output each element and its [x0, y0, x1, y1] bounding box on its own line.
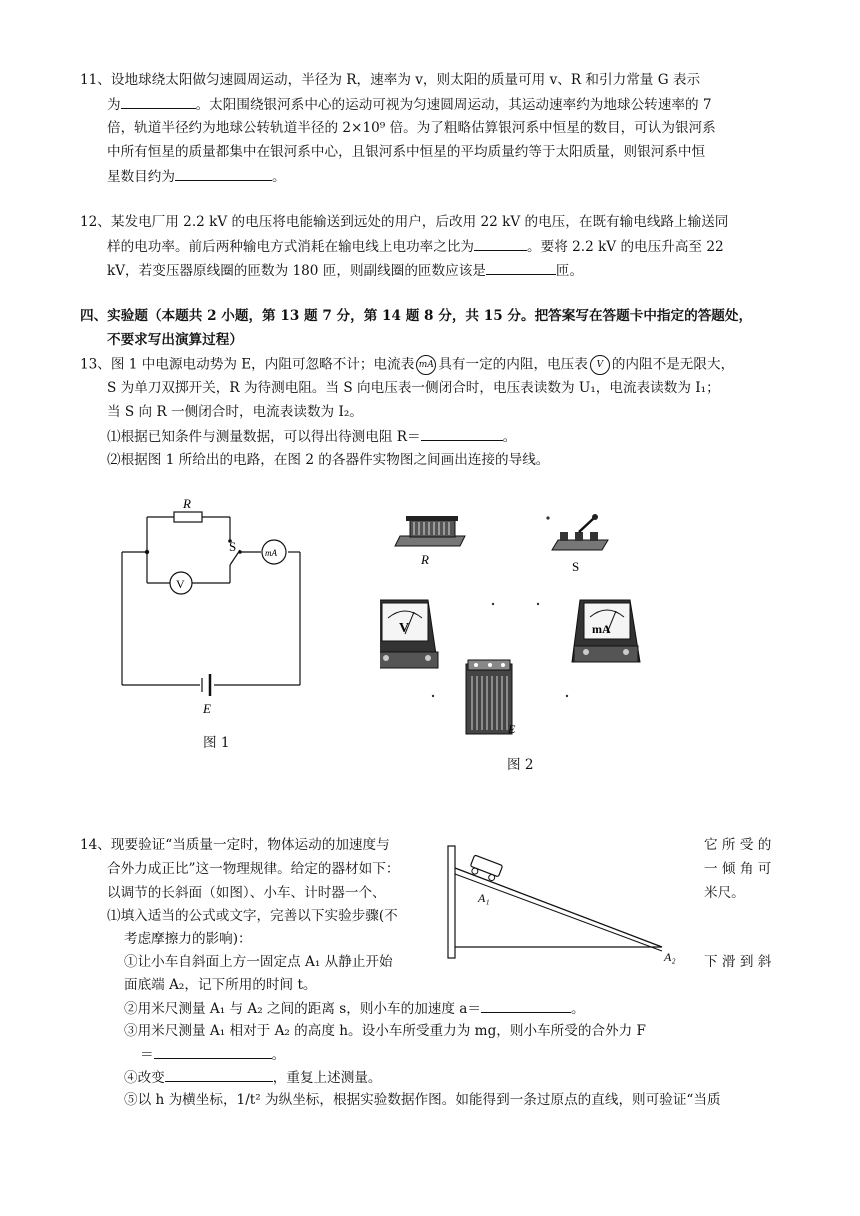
q14-line-8 [124, 999, 585, 1018]
incline-figure [440, 836, 700, 968]
q14-acceleration-blank[interactable] [481, 999, 571, 1013]
q14-line-7: 面底端 A₂，记下所用的时间 t。 [124, 977, 317, 993]
q12-line-3 [107, 261, 583, 280]
q11-line-4: 中所有恒星的质量都集中在银河系中心，且银河系中恒星的平均质量约等于太阳质量，则银河系中恒 [107, 144, 706, 160]
q14-line-9: ③用米尺测量 A₁ 相对于 A₂ 的高度 h。设小车所受重力为 mg，则小车所受的合外力 F [124, 1023, 646, 1039]
fig1-label-e: E [203, 701, 211, 716]
q11-line-2 [107, 95, 712, 114]
fig1-voltmeter-label: V [176, 577, 185, 591]
battery-apparatus-icon [466, 660, 512, 734]
q13-line-1 [80, 355, 734, 375]
q14-line-12: ⑤以 h 为横坐标，1/t² 为纵坐标，根据实验数据作图。如能得到一条过原点的直线，则可验证“当质 [124, 1092, 721, 1108]
q14-line-2b: 一 倾 角 可 [704, 861, 772, 877]
q13-line-4a: ⑴根据已知条件与测量数据，可以得出待测电阻 R＝ [107, 429, 421, 445]
cart-icon [468, 855, 502, 883]
q14-line-5: 考虑摩擦力的影响)： [124, 931, 252, 947]
q14-line-11a: ④改变 [124, 1070, 165, 1086]
q14-line-10b: 。 [271, 1047, 286, 1063]
q11-line-5a: 星数目约为 [107, 169, 175, 185]
q14-force-blank[interactable] [154, 1045, 272, 1059]
q11-line-2a: 为 [107, 97, 121, 113]
fig1-caption: 图 1 [203, 735, 230, 751]
q12-line-3b: 匝。 [555, 263, 584, 279]
incline-support-post-icon [448, 846, 455, 958]
q13-line-2: S 为单刀双掷开关，R 为待测电阻。当 S 向电压表一侧闭合时，电压表读数为 U₁，电流表读数为 I₁； [107, 380, 720, 396]
q13-line-5: ⑵根据图 1 所给出的电路，在图 2 的各器件实物图之间画出连接的导线。 [107, 452, 550, 468]
q11-answer-blank-2[interactable] [175, 167, 272, 181]
q13-line-4 [107, 427, 516, 446]
q12-line-2 [107, 237, 724, 256]
q14-line-8a: ②用米尺测量 A₁ 与 A₂ 之间的距离 s，则小车的加速度 a＝ [124, 1001, 482, 1017]
q11-answer-blank-1[interactable] [121, 95, 196, 109]
fig2-label-e: E [508, 722, 516, 736]
q14-line-1a: 14、现要验证“当质量一定时，物体运动的加速度与 [80, 837, 390, 853]
q12-line-2b: 。要将 2.2 kV 的电压升高至 22 [527, 239, 724, 255]
q14-change-blank[interactable] [165, 1068, 273, 1082]
fig1-label-r: R [183, 496, 191, 511]
switch-apparatus-icon [546, 514, 608, 550]
q14-line-3a: 以调节的长斜面（如图）、小车、计时器一个、 [107, 885, 386, 901]
q13-line-4b: 。 [502, 429, 517, 445]
q13-line-1b: 具有一定的内阻，电压表 [438, 356, 588, 373]
fig1-ammeter-label: mA [265, 548, 277, 558]
q11-line-1: 11、设地球绕太阳做匀速圆周运动，半径为 R，速率为 v，则太阳的质量可用 v、R 和引力常量 G 表示 [80, 72, 701, 88]
q14-line-10 [140, 1045, 285, 1064]
fig2-milliammeter-label: mA [592, 622, 611, 636]
label-a2: A₂ [664, 950, 676, 964]
fig2-label-s: S [572, 559, 580, 574]
fig2-caption: 图 2 [507, 757, 534, 773]
q14-line-2a: 合外力成正比”这一物理规律。给定的器材如下： [107, 861, 400, 877]
q11-line-2b: 。太阳围绕银河系中心的运动可视为匀速圆周运动，其运动速率约为地球公转速率的 7 [195, 97, 712, 113]
circuit-diagram-fig1 [110, 495, 320, 725]
section-4-heading-cont: 不要求写出演算过程） [107, 332, 243, 348]
q12-answer-blank-1[interactable] [474, 237, 527, 251]
q12-line-2a: 样的电功率。前后两种输电方式消耗在输电线上电功率之比为 [107, 239, 475, 255]
q14-line-1b: 它 所 受 的 [704, 837, 772, 853]
q14-line-10a: ＝ [140, 1047, 154, 1063]
q11-line-3: 倍，轨道半径约为地球公转轨道半径的 2×10⁹ 倍。为了粗略估算银河系中恒星的数目，可认为银河系 [107, 120, 716, 136]
q13-line-1a: 13、图 1 中电源电动势为 E，内阻可忽略不计；电流表 [80, 356, 415, 373]
q14-line-4: ⑴填入适当的公式或文字，完善以下实验步骤(不 [107, 908, 398, 924]
q13-line-1c: 的内阻不是无限大， [611, 356, 735, 373]
q14-line-11b: ，重复上述测量。 [272, 1070, 382, 1086]
label-a1: A₁ [478, 891, 490, 905]
q11-line-5 [107, 167, 286, 186]
fig2-voltmeter-label: V [399, 621, 410, 636]
ammeter-inline-icon: mA [416, 355, 436, 375]
q14-line-11 [124, 1068, 382, 1087]
q14-line-6b: 下 滑 到 斜 [704, 954, 772, 970]
q13-answer-blank[interactable] [421, 427, 503, 441]
q11-line-5b: 。 [271, 169, 286, 185]
fig1-label-s: S [229, 539, 237, 554]
q13-line-3: 当 S 向 R 一侧闭合时，电流表读数为 I₂。 [107, 404, 363, 420]
q14-line-3b: 米尺。 [704, 885, 745, 901]
resistor-apparatus-icon [395, 516, 465, 546]
q12-answer-blank-2[interactable] [486, 261, 556, 275]
q12-line-3a: kV，若变压器原线圈的匝数为 180 匝，则副线圈的匝数应该是 [107, 263, 486, 279]
voltmeter-inline-icon: V [590, 355, 610, 375]
section-4-heading: 四、实验题（本题共 2 小题，第 13 题 7 分，第 14 题 8 分，共 15 分。把答案写在答题卡中指定的答题处， [80, 308, 753, 324]
apparatus-figure-fig2 [380, 500, 650, 745]
fig2-label-r: R [421, 552, 429, 567]
q12-line-1: 12、某发电厂用 2.2 kV 的电压将电能输送到远处的用户，后改用 22 kV 的电压，在既有输电线路上输送同 [80, 214, 729, 230]
q14-line-6a: ①让小车自斜面上方一固定点 A₁ 从静止开始 [124, 954, 393, 970]
junction-dot-icon [145, 550, 149, 554]
q14-line-8b: 。 [571, 1001, 585, 1017]
